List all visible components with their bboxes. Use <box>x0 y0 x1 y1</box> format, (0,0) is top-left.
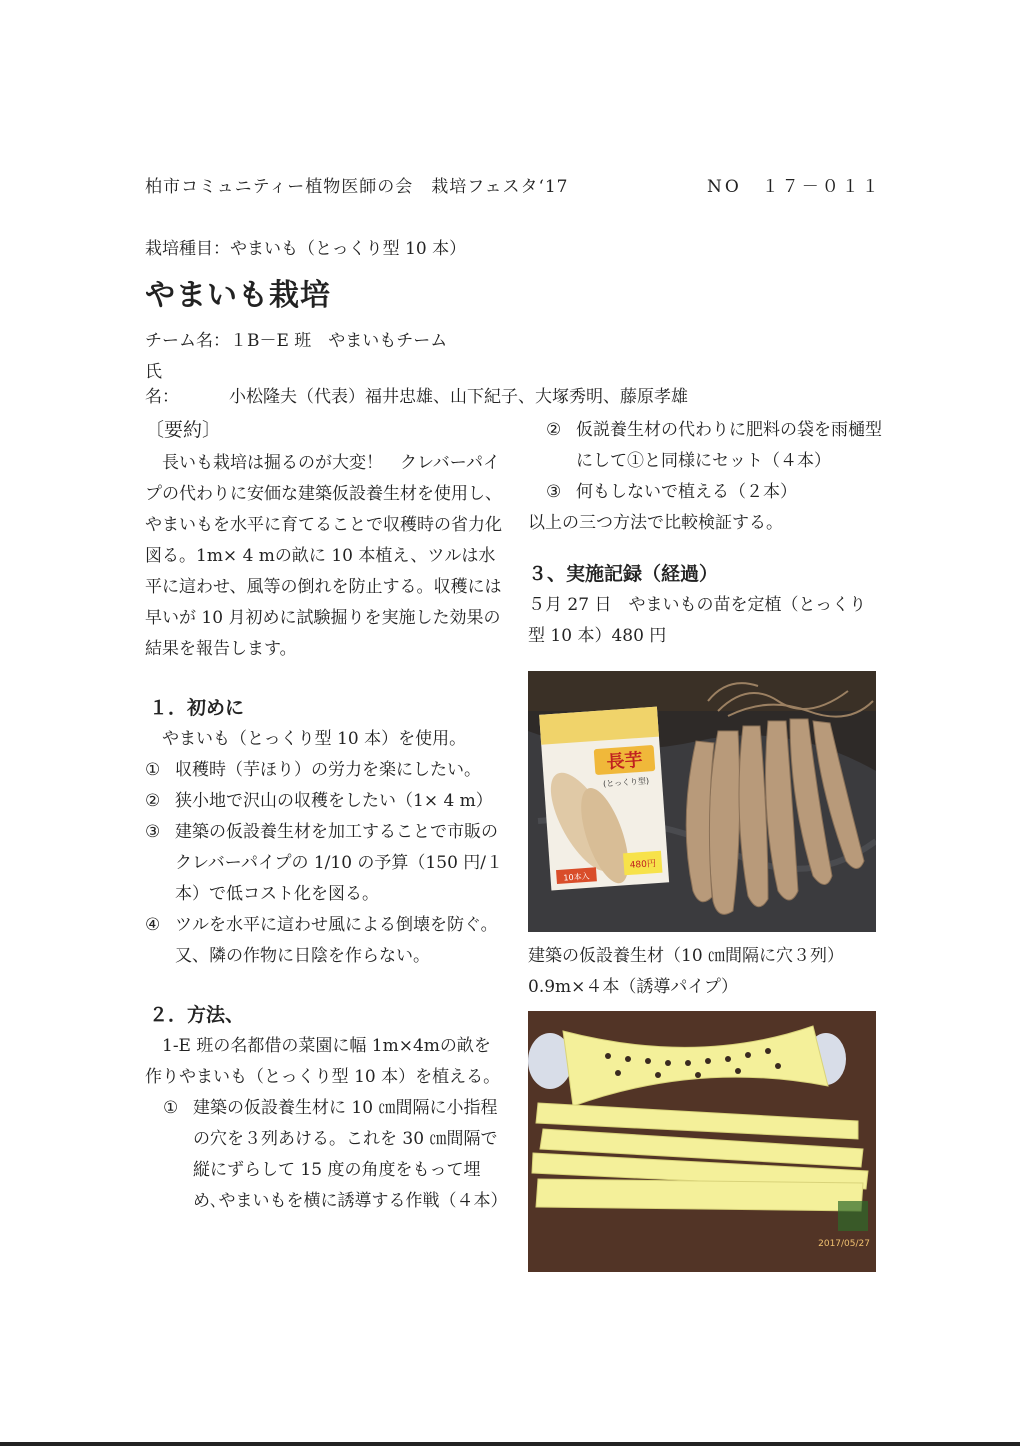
intro-item <box>145 755 505 786</box>
right-column <box>528 415 883 652</box>
item-text: ツルを水平に這わせ風による倒壊を防ぐ。又、隣の作物に日陰を作らない。 <box>175 915 498 966</box>
item-text: 仮説養生材の代わりに肥料の袋を雨樋型にして①と同様にセット（４本） <box>576 420 882 471</box>
bag-subtitle: (とっくり型) <box>602 776 650 789</box>
method-heading: ２．方法、 <box>149 1004 245 1026</box>
item-mark: ③ <box>145 822 161 842</box>
bag-title: 長芋 <box>605 749 644 774</box>
page-bottom-border <box>0 1442 1020 1446</box>
pipes-photo-svg <box>528 1011 876 1272</box>
item-mark: ④ <box>145 915 161 935</box>
record-entry: ５月 27 日 やまいもの苗を定植（とっくり型 10 本）480 円 <box>528 595 867 646</box>
item-mark: ③ <box>546 482 562 502</box>
photo-yam-seedlings <box>528 671 876 932</box>
item-mark: ① <box>145 760 161 780</box>
method-item <box>145 1093 508 1217</box>
item-mark: ② <box>546 420 562 440</box>
crop-item: 栽培種目：やまいも（とっくり型 10 本） <box>145 239 467 259</box>
document-number: NO １７－０１１ <box>707 177 882 197</box>
page-title: やまいも栽培 <box>145 278 331 313</box>
method-item <box>528 415 883 477</box>
item-text: 建築の仮設養生材を加工することで市販のクレバーパイプの 1/10 の予算（150 円/１本）で低コスト化を図る。 <box>175 822 504 904</box>
item-mark: ② <box>145 791 161 811</box>
method-item <box>528 477 883 508</box>
members-names: 小松隆夫（代表）福井忠雄、山下紀子、大塚秀明、藤原孝雄 <box>229 387 688 407</box>
intro-item <box>145 786 505 817</box>
item-mark: ① <box>163 1098 179 1118</box>
left-column <box>145 415 508 1217</box>
price-tag: 480円 <box>629 859 657 871</box>
summary-text: 長いも栽培は掘るのが大変！ クレバーパイプの代わりに安価な建築仮設養生材を使用し、やまいもを水平に育てることで収穫時の省力化図る。1m× 4 mの畝に 10 本植え、ツルは水平に這わせ、風等の倒れを防止する。収穫には早いが 10 月初めに試験掘りを実施した効果の結果を報告します。 <box>145 453 502 659</box>
summary-heading: 〔要約〕 <box>145 419 222 441</box>
record-heading: ３、実施記録（経過） <box>528 563 719 585</box>
method-lead: 1‐E 班の名都借の菜園に幅 1m×4mの畝を作りやまいも（とっくり型 10 本）を植える。 <box>145 1036 501 1087</box>
intro-heading: １．初めに <box>149 697 245 719</box>
header-org: 柏市コミュニティー植物医師の会 栽培フェスタ‘17 <box>145 177 569 197</box>
intro-item <box>145 817 505 910</box>
photo-guide-pipes <box>528 1011 876 1272</box>
photo-date: 2017/05/27 <box>818 1239 870 1249</box>
intro-item <box>145 910 505 972</box>
method-conclusion: 以上の三つ方法で比較検証する。 <box>528 513 783 533</box>
members-label: 氏 名： <box>145 362 196 407</box>
intro-lead: やまいも（とっくり型 10 本）を使用。 <box>162 729 467 749</box>
team-name: チーム名：１B－E 班 やまいもチーム <box>145 331 448 351</box>
members-line <box>145 357 688 407</box>
photo2-caption: 建築の仮設養生材（10 ㎝間隔に穴３列）0.9m×４本（誘導パイプ） <box>528 946 845 997</box>
item-text: 狭小地で沢山の収穫をしたい（1× 4 m） <box>175 791 493 811</box>
item-text: 建築の仮設養生材に 10 ㎝間隔に小指程の穴を３列あける。これを 30 ㎝間隔で縦にずらして 15 度の角度をもって埋め､やまいもを横に誘導する作戦（４本） <box>193 1098 508 1211</box>
bag-count: 10本入 <box>563 871 590 883</box>
item-text: 収穫時（芋ほり）の労力を楽にしたい。 <box>175 760 481 780</box>
item-text: 何もしないで植える（２本） <box>576 482 797 502</box>
yam-photo-svg <box>528 671 876 932</box>
